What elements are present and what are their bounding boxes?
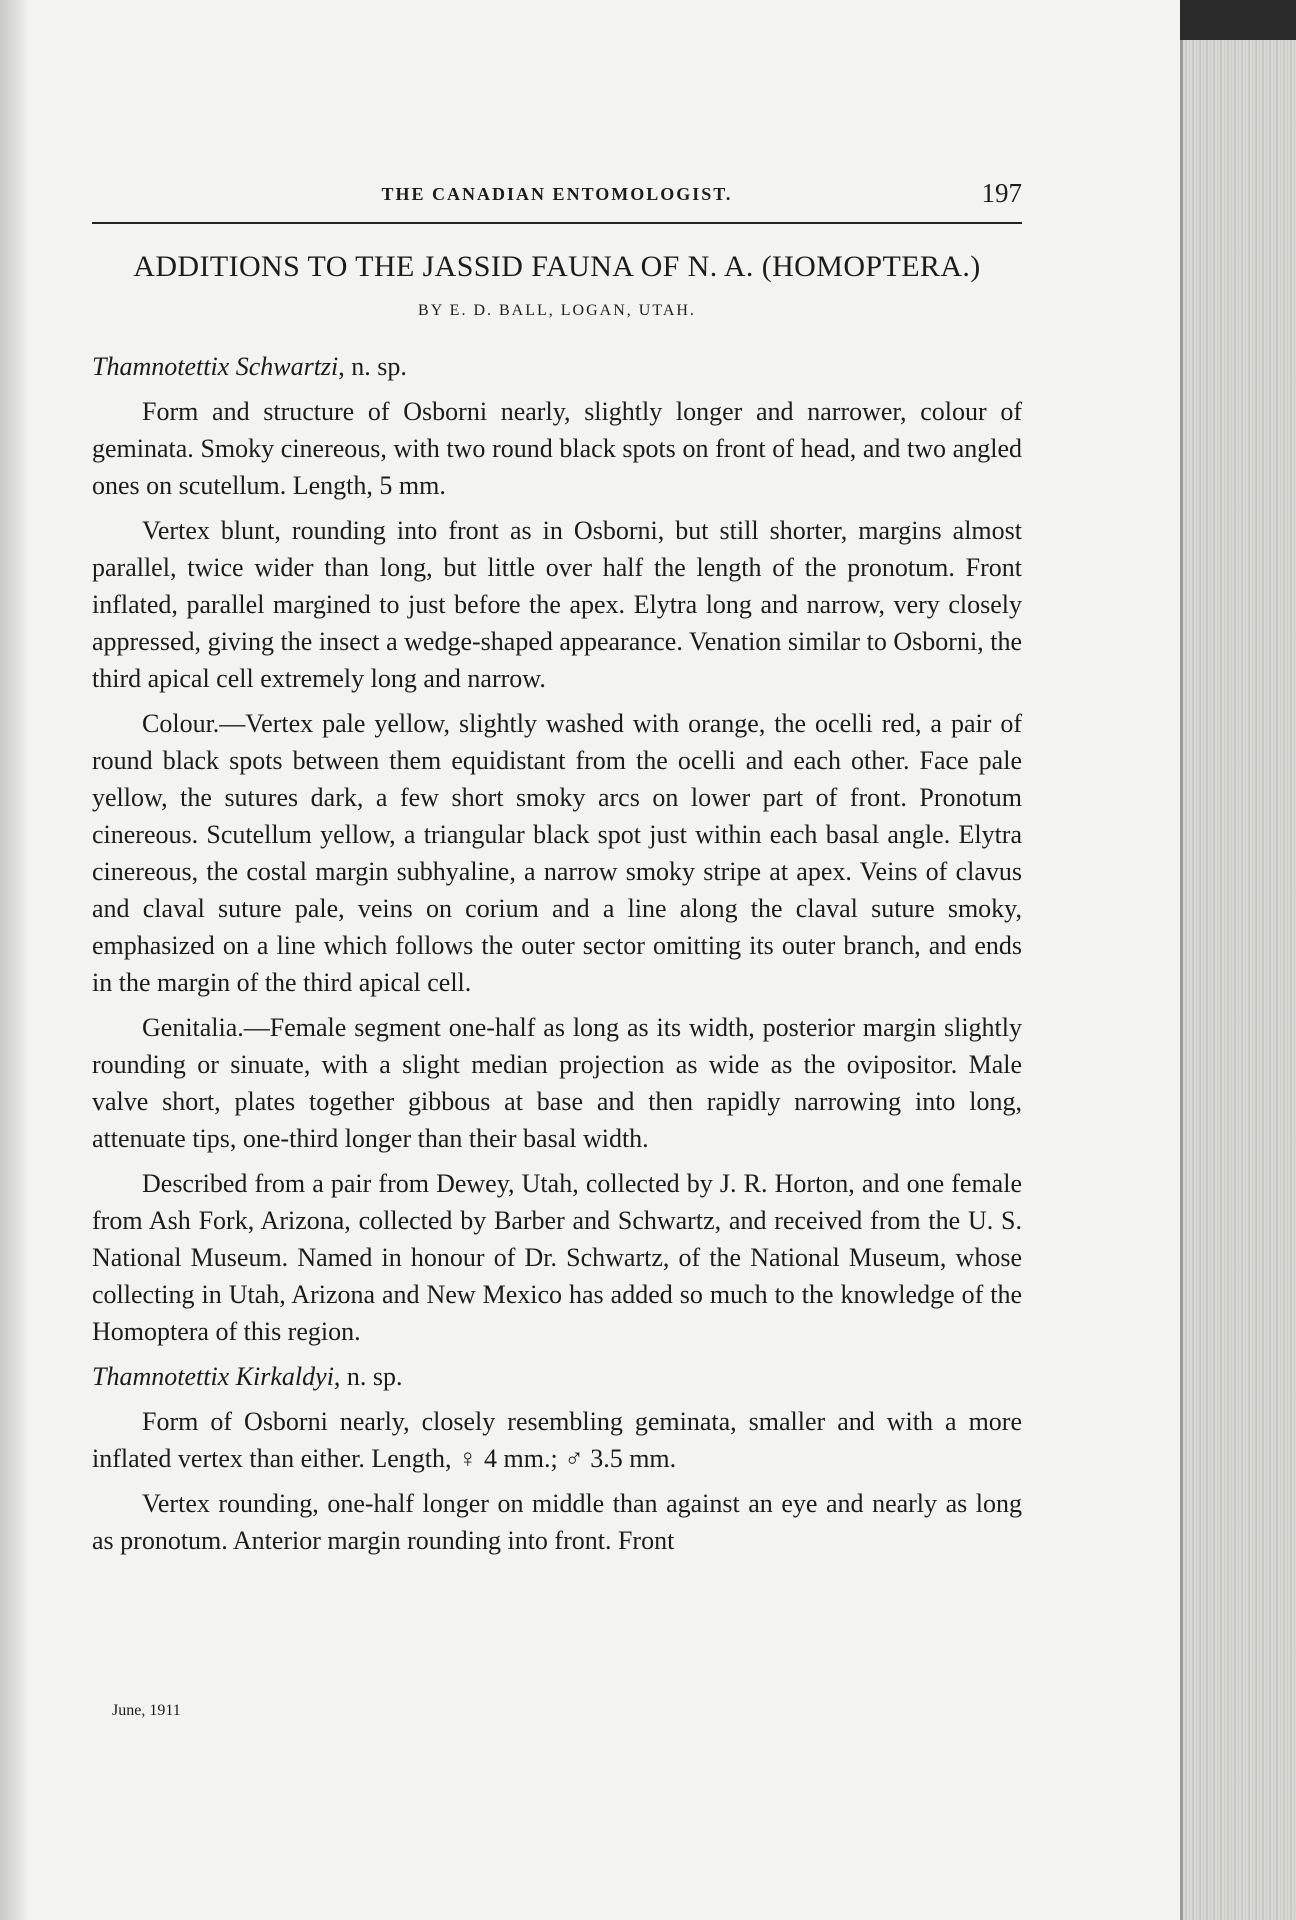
page-stack-edge xyxy=(1180,40,1296,1920)
gutter-shadow xyxy=(0,0,30,1920)
paragraph: Form of Osborni nearly, closely resembling geminata, smaller and with a more inflated vertex than either. Length, ♀ 4 mm.; ♂ 3.5 mm. xyxy=(92,1407,1022,1473)
paragraph: Described from a pair from Dewey, Utah, collected by J. R. Horton, and one female from Ash Fork, Arizona, collected by Barber and Schwartz, and received from the U. S. National Museum. Named in honour of Dr. Schwartz, of the National Museum, whose collecting in Utah, Arizona and New Mexico has added so much to the knowledge of the Homoptera of this region. xyxy=(92,1169,1022,1346)
article-title: ADDITIONS TO THE JASSID FAUNA OF N. A. (HOMOPTERA.) xyxy=(133,250,981,283)
species-name: Thamnotettix Kirkaldyi xyxy=(92,1362,334,1391)
species-heading-1 xyxy=(92,348,1022,385)
running-head xyxy=(92,178,1022,224)
paragraph: Genitalia.—Female segment one-half as long as its width, posterior margin slightly rounding or sinuate, with a slight median projection as wide as the ovipositor. Male valve short, plates together gibbous at base and then rapidly narrowing into long, attenuate tips, one-third longer than their basal width. xyxy=(92,1013,1022,1153)
paragraph: Form and structure of Osborni nearly, slightly longer and narrower, colour of geminata. Smoky cinereous, with two round black spots on front of head, and two angled ones on scutellum. Length, 5 mm. xyxy=(92,397,1022,500)
species-status: , n. sp. xyxy=(333,1362,403,1391)
article-body xyxy=(92,340,1022,1559)
paragraph: Vertex blunt, rounding into front as in Osborni, but still shorter, margins almost parallel, twice wider than long, but little over half the length of the pronotum. Front inflated, parallel margined to just before the apex. Elytra long and narrow, very closely appressed, giving the insect a wedge-shaped appearance. Venation similar to Osborni, the third apical cell extremely long and narrow. xyxy=(92,516,1022,693)
species-name: Thamnotettix Schwartzi xyxy=(92,352,339,381)
article-byline: BY E. D. BALL, LOGAN, UTAH. xyxy=(418,302,696,319)
journal-name: THE CANADIAN ENTOMOLOGIST. xyxy=(381,184,733,204)
species-status: , n. sp. xyxy=(338,352,407,381)
paragraph: Colour.—Vertex pale yellow, slightly washed with orange, the ocelli red, a pair of round black spots between them equidistant from the ocelli and each other. Face pale yellow, the sutures dark, a few short smoky arcs on lower part of front. Pronotum cinereous. Scutellum yellow, a triangular black spot just within each basal angle. Elytra cinereous, the costal margin subhyaline, a narrow smoky stripe at apex. Veins of clavus and claval suture pale, veins on corium and a line along the claval suture smoky, emphasized on a line which follows the outer sector omitting its outer branch, and ends in the margin of the third apical cell. xyxy=(92,709,1022,997)
issue-date: June, 1911 xyxy=(112,1702,181,1719)
header-rule xyxy=(92,222,1022,224)
species-heading-2 xyxy=(92,1358,1022,1395)
page-number: 197 xyxy=(981,178,1022,208)
paragraph: Vertex rounding, one-half longer on middle than against an eye and nearly as long as pronotum. Anterior margin rounding into front. Front xyxy=(92,1489,1022,1555)
